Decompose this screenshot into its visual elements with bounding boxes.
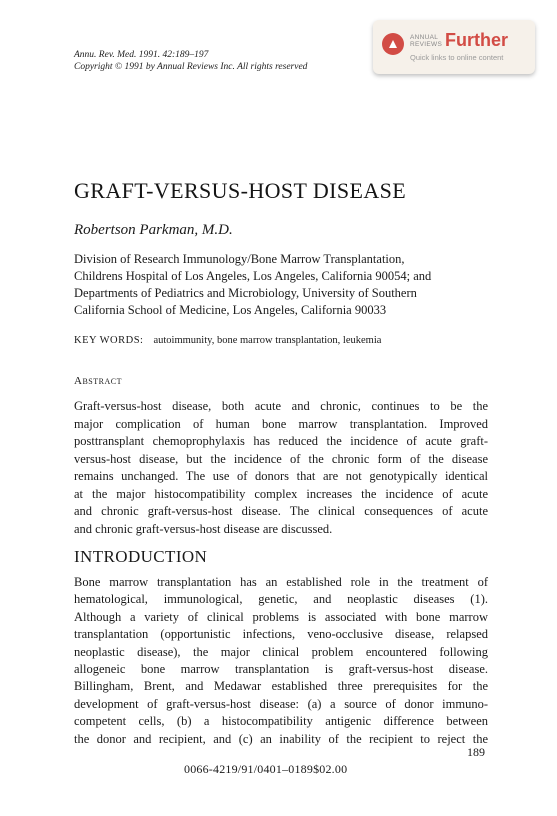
abstract-text [74, 398, 488, 538]
annual-reviews-wordmark [410, 34, 442, 48]
abstract-line: and chronic graft-versus-host disease. The clinical consequences of acute [74, 504, 488, 518]
affiliation-line: Childrens Hospital of Los Angeles, Los Angeles, California 90054; and [74, 269, 432, 283]
abstract-line: and chronic graft-versus-host disease are discussed. [74, 521, 333, 536]
article-author: Robertson Parkman, M.D. [74, 222, 233, 238]
reviews-text: REVIEWS [410, 41, 443, 48]
intro-line: transplantation (opportunistic infections, veno-occlusive disease, relapsed [74, 627, 488, 642]
keywords-list: autoimmunity, bone marrow transplantation, leukemia [153, 335, 382, 346]
affiliation-line: Division of Research Immunology/Bone Marrow Transplantation, [74, 252, 405, 266]
article-code: 0066-4219/91/0401–0189$02.00 [184, 762, 348, 776]
intro-line: development of graft-versus-host disease: (a) a source of donor immuno- [74, 696, 488, 711]
journal-citation [74, 49, 307, 73]
keywords-line [74, 335, 381, 346]
intro-line: the donor and recipient, and (c) an inability of the recipient to reject the [74, 731, 488, 746]
intro-line: hematological, immunological, genetic, and neoplastic diseases (1). [74, 592, 488, 607]
intro-line: Bone marrow transplantation has an established role in the treatment of [74, 575, 488, 589]
abstract-line: at the major histocompatibility complex increases the incidence of acute [74, 486, 488, 501]
abstract-line: versus-host disease, but the incidence of the chronic form of the disease [74, 451, 488, 466]
intro-line: neoplastic disease), the major clinical problem encountered following [74, 644, 488, 659]
abstract-line: major complication of human bone marrow transplantation. Improved [74, 416, 488, 431]
citation-line-2: Copyright © 1991 by Annual Reviews Inc. All rights reserved [74, 62, 308, 72]
annual-reviews-logo-icon [382, 33, 404, 55]
intro-line: Although a variety of clinical problems is associated with bone marrow [74, 609, 488, 624]
intro-line: Billingham, Brent, and Medawar established three prerequisites for the [74, 679, 488, 694]
intro-line: competent cells, (b) a histocompatibility antigenic difference between [74, 714, 488, 729]
abstract-heading: Abstract [74, 375, 122, 387]
affiliation-line: Departments of Pediatrics and Microbiology, University of Southern [74, 286, 417, 300]
citation-line-1: Annu. Rev. Med. 1991. 42:189–197 [74, 50, 209, 60]
abstract-line: remains unchanged. The use of donors that are not genotypically identical [74, 469, 488, 483]
intro-line: allogeneic bone marrow transplantation is graft-versus-host disease. [74, 662, 488, 677]
affiliation-line: California School of Medicine, Los Angeles, California 90033 [74, 303, 387, 317]
introduction-text [74, 574, 488, 748]
author-affiliation [74, 251, 494, 319]
annual-text: ANNUAL [410, 34, 439, 41]
further-badge[interactable] [373, 20, 535, 74]
introduction-heading: INTRODUCTION [74, 547, 208, 566]
further-tagline: Quick links to online content [410, 53, 504, 62]
keywords-label: KEY WORDS: [74, 335, 144, 346]
abstract-line: posttransplant chemoprophylaxis has reduced the incidence of acute graft- [74, 434, 488, 448]
abstract-line: Graft-versus-host disease, both acute and chronic, continues to be the [74, 399, 488, 413]
further-label: Further [445, 30, 508, 50]
article-title: GRAFT-VERSUS-HOST DISEASE [74, 178, 407, 203]
page-number: 189 [467, 745, 485, 759]
